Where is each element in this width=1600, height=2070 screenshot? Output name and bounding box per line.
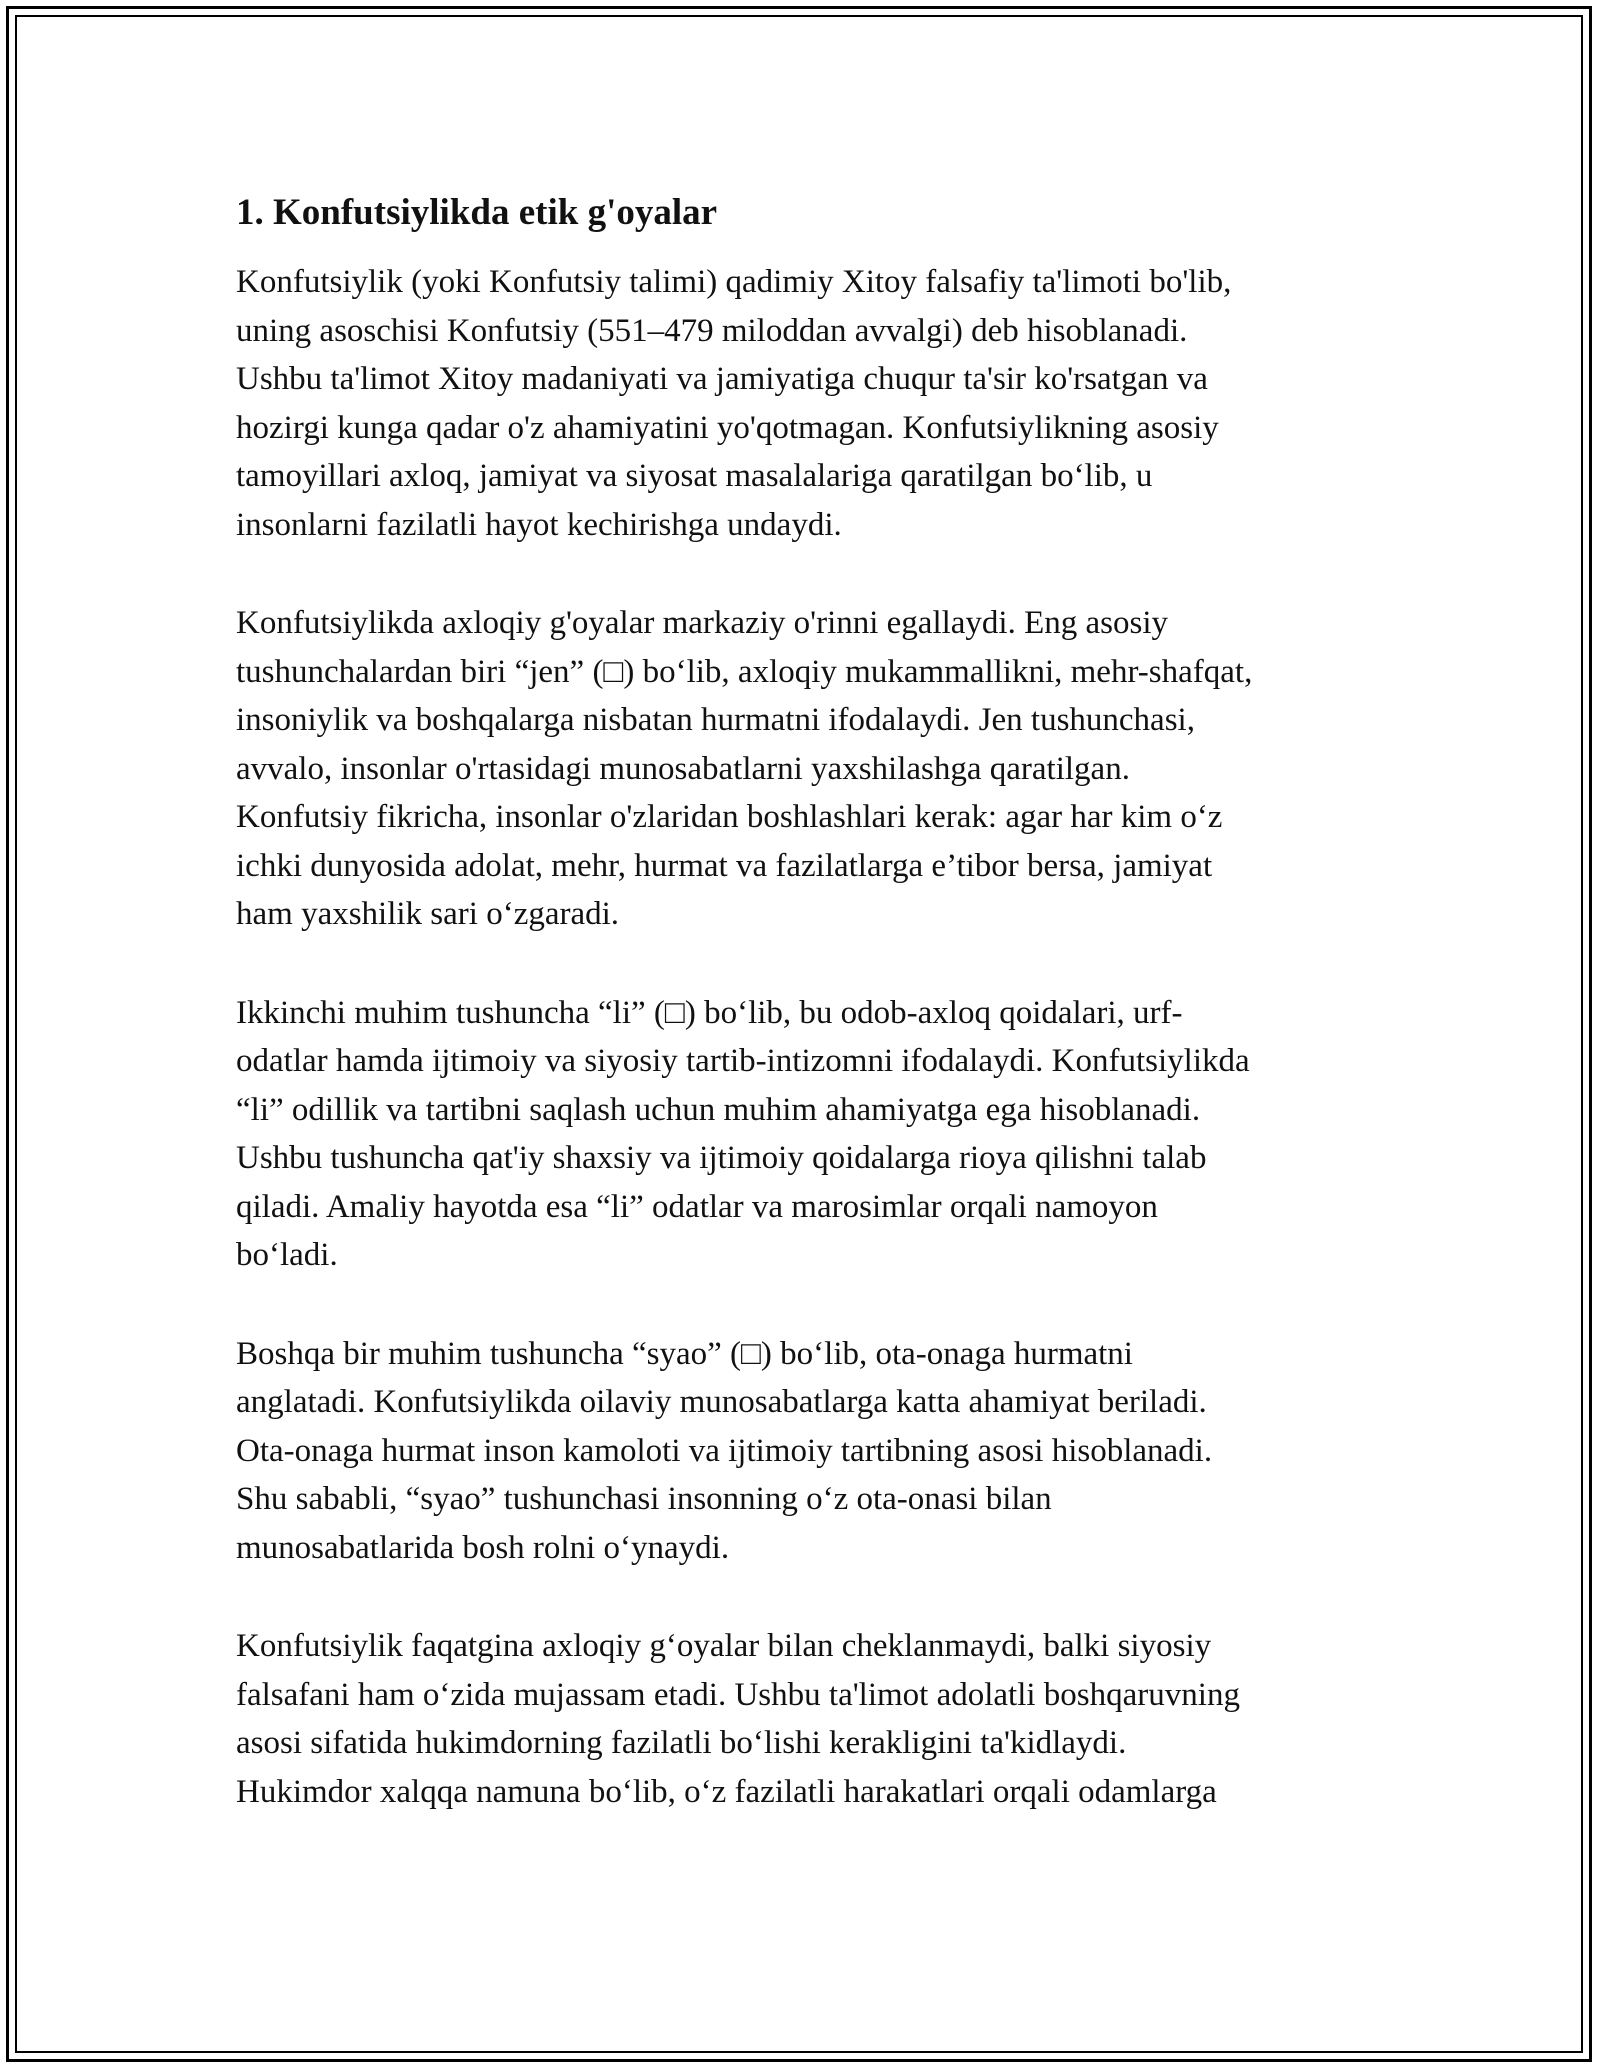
paragraph-2	[236, 599, 1376, 939]
paragraph-line: Boshqa bir muhim tushuncha “syao” (□) boʻlib, ota-onaga hurmatni	[236, 1335, 1133, 1372]
paragraph-line: qiladi. Amaliy hayotda esa “li” odatlar va marosimlar orqali namoyon	[236, 1188, 1158, 1225]
section-heading: 1. Konfutsiylikda etik g'oyalar	[236, 192, 718, 233]
document-body	[236, 190, 1376, 1866]
paragraph-line: hozirgi kunga qadar o'z ahamiyatini yo'qotmagan. Konfutsiylikning asosiy	[236, 409, 1219, 446]
paragraph-line: insoniylik va boshqalarga nisbatan hurmatni ifodalaydi. Jen tushunchasi,	[236, 702, 1195, 738]
paragraph-line: insonlarni fazilatli hayot kechirishga undaydi.	[236, 506, 842, 543]
paragraph-5	[236, 1622, 1376, 1816]
paragraph-1	[236, 258, 1376, 549]
paragraph-line: Ikkinchi muhim tushuncha “li” (□) boʻlib, bu odob-axloq qoidalari, urf-	[236, 994, 1183, 1031]
paragraph-line: “li” odillik va tartibni saqlash uchun muhim ahamiyatga ega hisoblanadi.	[236, 1091, 1201, 1128]
paragraph-line: avvalo, insonlar o'rtasidagi munosabatlarni yaxshilashga qaratilgan.	[236, 750, 1130, 787]
paragraph-line: anglatadi. Konfutsiylikda oilaviy munosabatlarga katta ahamiyat beriladi.	[236, 1384, 1207, 1420]
paragraph-line: Konfutsiylik faqatgina axloqiy gʻoyalar bilan cheklanmaydi, balki siyosiy	[236, 1628, 1212, 1664]
paragraph-line: falsafani ham oʻzida mujassam etadi. Ushbu ta'limot adolatli boshqaruvning	[236, 1676, 1240, 1713]
paragraph-line: asosi sifatida hukimdorning fazilatli boʻlishi kerakligini ta'kidlaydi.	[236, 1725, 1127, 1761]
paragraph-line: Konfutsiylik (yoki Konfutsiy talimi) qadimiy Xitoy falsafiy ta'limoti bo'lib,	[236, 264, 1232, 300]
paragraph-4	[236, 1330, 1376, 1573]
paragraph-line: uning asoschisi Konfutsiy (551–479 miloddan avvalgi) deb hisoblanadi.	[236, 312, 1188, 349]
paragraph-line: Ota-onaga hurmat inson kamoloti va ijtimoiy tartibning asosi hisoblanadi.	[236, 1432, 1213, 1469]
paragraph-line: tushunchalardan biri “jen” (□) boʻlib, axloqiy mukammallikni, mehr-shafqat,	[236, 653, 1253, 690]
paragraph-line: Konfutsiylikda axloqiy g'oyalar markaziy o'rinni egallaydi. Eng asosiy	[236, 605, 1169, 641]
paragraph-line: ichki dunyosida adolat, mehr, hurmat va fazilatlarga e’tibor bersa, jamiyat	[236, 847, 1213, 884]
paragraph-line: Konfutsiy fikricha, insonlar o'zlaridan boshlashlari kerak: agar har kim oʻz	[236, 799, 1223, 835]
paragraph-line: boʻladi.	[236, 1237, 338, 1273]
paragraph-line: Hukimdor xalqqa namuna boʻlib, oʻz fazilatli harakatlari orqali odamlarga	[236, 1773, 1217, 1810]
paragraph-line: Ushbu ta'limot Xitoy madaniyati va jamiyatiga chuqur ta'sir ko'rsatgan va	[236, 361, 1208, 397]
paragraph-line: Ushbu tushuncha qat'iy shaxsiy va ijtimoiy qoidalarga rioya qilishni talab	[236, 1140, 1207, 1176]
paragraph-line: odatlar hamda ijtimoiy va siyosiy tartib-intizomni ifodalaydi. Konfutsiylikda	[236, 1043, 1250, 1079]
paragraph-line: ham yaxshilik sari oʻzgaradi.	[236, 896, 620, 932]
paragraph-3	[236, 989, 1376, 1280]
paragraph-line: munosabatlarida bosh rolni oʻynaydi.	[236, 1529, 730, 1566]
paragraph-line: Shu sababli, “syao” tushunchasi insonning oʻz ota-onasi bilan	[236, 1481, 1052, 1517]
paragraph-line: tamoyillari axloq, jamiyat va siyosat masalalariga qaratilgan boʻlib, u	[236, 458, 1153, 494]
